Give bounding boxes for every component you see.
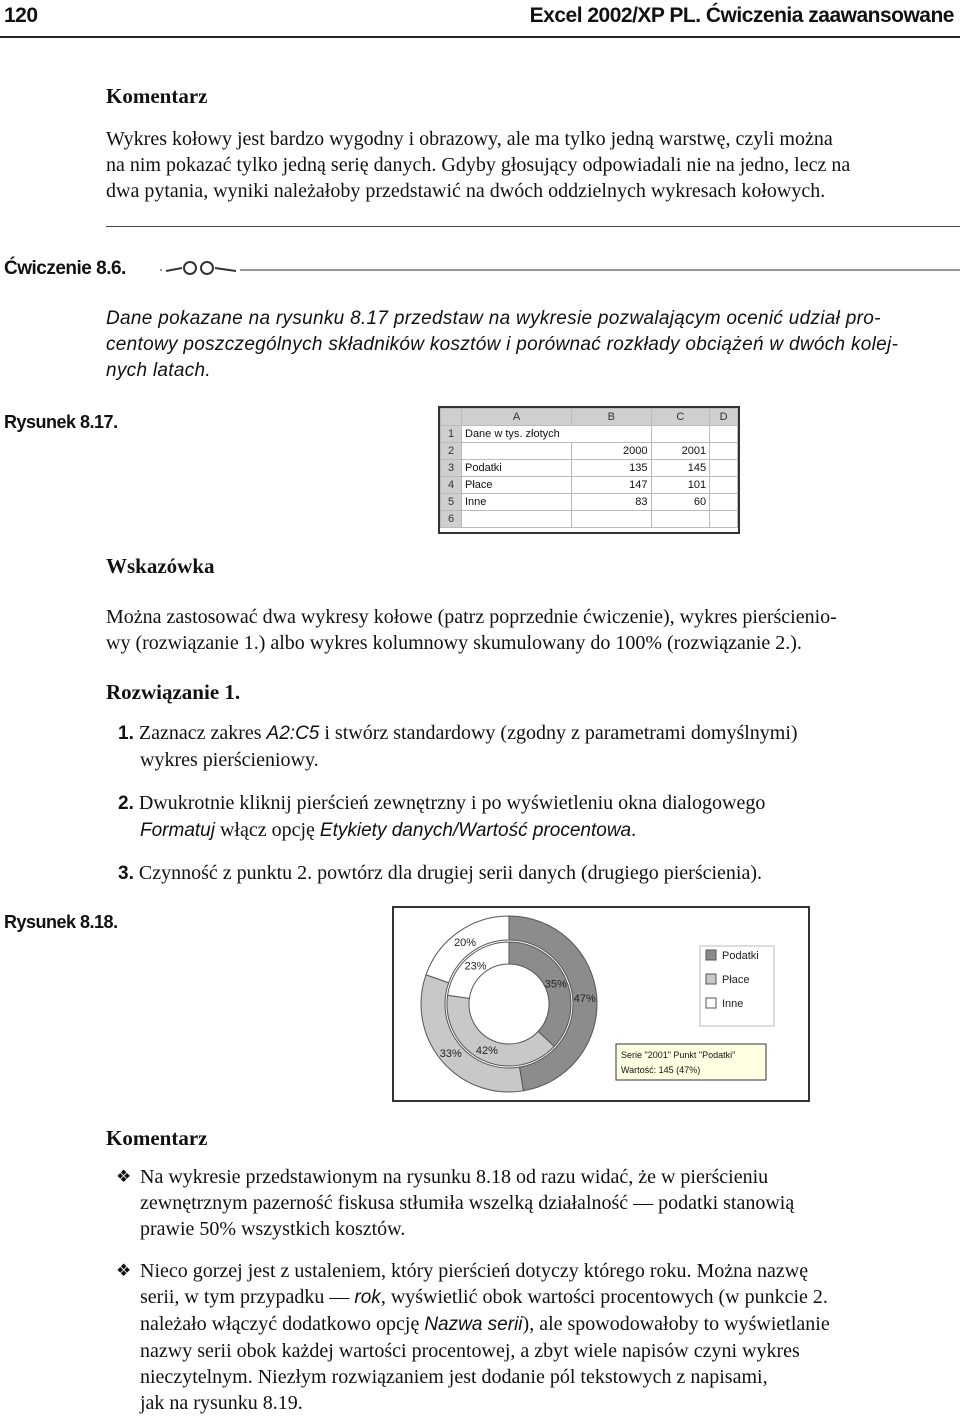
table-row xyxy=(441,511,738,528)
step-text xyxy=(118,817,954,844)
row-header: 5 xyxy=(441,494,462,511)
figure-label: Rysunek 8.18. xyxy=(4,912,118,932)
exercise-line: centowy poszczególnych składników kosztów i porównać rozkłady obciążeń w dwóch kolej- xyxy=(106,334,899,355)
cell xyxy=(651,511,710,528)
bullet-icon: ❖ xyxy=(116,1261,132,1280)
legend-label-0: Podatki xyxy=(722,950,759,962)
bullet-text: ), ale spowodowałoby to wyświetlanie xyxy=(522,1313,830,1335)
bullet-line: Nieco gorzej jest z ustaleniem, który pierścień dotyczy którego roku. Można nazwę xyxy=(140,1260,809,1282)
step-number: 3. xyxy=(118,863,134,884)
column-header: B xyxy=(572,409,651,426)
hint-text xyxy=(106,604,954,656)
option-name: Nazwa serii xyxy=(424,1314,523,1335)
row-header: 1 xyxy=(441,426,462,443)
solution-step xyxy=(118,860,954,887)
bullet-line: zewnętrznym pazerność fiskusa stłumiła wszelką działalność — podatki stanowią xyxy=(140,1192,795,1214)
header-rule xyxy=(0,36,960,38)
hint-heading: Wskazówka xyxy=(106,554,215,578)
cell: 145 xyxy=(651,460,710,477)
cell xyxy=(710,477,738,494)
cell xyxy=(710,460,738,477)
comment-heading: Komentarz xyxy=(106,1126,208,1150)
cell xyxy=(710,426,738,443)
exercise-line: nych latach. xyxy=(106,360,211,381)
cell: 2001 xyxy=(651,443,710,460)
column-header: D xyxy=(710,409,738,426)
comment-paragraph xyxy=(106,126,954,204)
table-row xyxy=(441,426,738,443)
bullet-line xyxy=(140,1284,954,1311)
solution-step xyxy=(118,720,954,773)
hint-line: wy (rozwiązanie 1.) albo wykres kolumnowy skumulowany do 100% (rozwiązanie 2.). xyxy=(106,632,802,654)
column-header: A xyxy=(462,409,572,426)
spreadsheet xyxy=(438,406,740,534)
cell: 2000 xyxy=(572,443,651,460)
exercise-text xyxy=(106,306,954,384)
cell: 83 xyxy=(572,494,651,511)
bullet-line: prawie 50% wszystkich kosztów. xyxy=(140,1218,406,1240)
solution-heading: Rozwiązanie 1. xyxy=(106,680,241,704)
option-name: Etykiety danych/Wartość procentowa xyxy=(319,820,632,841)
hint-line: Można zastosować dwa wykresy kołowe (patrz poprzednie ćwiczenie), wykres pierścienio- xyxy=(106,606,837,628)
section-rule xyxy=(106,226,960,227)
cell xyxy=(710,443,738,460)
cell xyxy=(572,511,651,528)
step-text: włącz opcję xyxy=(214,819,320,841)
table-row xyxy=(441,477,738,494)
doughnut-chart xyxy=(392,906,810,1102)
ornament-glyph xyxy=(162,262,240,275)
step-range: A2:C5 xyxy=(266,723,320,744)
data-label-outer-inne: 20% xyxy=(454,936,477,949)
tooltip-line: Wartość: 145 (47%) xyxy=(621,1065,701,1075)
doughnut-svg xyxy=(394,908,808,1100)
comment-bullet xyxy=(116,1258,954,1416)
step-text: Dwukrotnie kliknij pierścień zewnętrzny i po wyświetleniu okna dialogowego xyxy=(138,792,766,814)
table-row xyxy=(441,494,738,511)
exercise-line: Dane pokazane na rysunku 8.17 przedstaw na wykresie pozwalającym ocenić udział pro- xyxy=(106,308,881,329)
comment-heading: Komentarz xyxy=(106,84,208,108)
cell xyxy=(651,426,710,443)
legend-label-2: Inne xyxy=(722,998,744,1010)
cell xyxy=(710,511,738,528)
step-text: Czynność z punktu 2. powtórz dla drugiej serii danych (drugiego pierścienia). xyxy=(138,862,763,884)
row-header: 3 xyxy=(441,460,462,477)
row-header: 2 xyxy=(441,443,462,460)
step-text: Zaznacz zakres xyxy=(138,722,267,744)
cell xyxy=(462,443,572,460)
cell: Płace xyxy=(462,477,572,494)
comment-line: Wykres kołowy jest bardzo wygodny i obrazowy, ale ma tylko jedną warstwę, czyli można xyxy=(106,128,833,150)
cell: 147 xyxy=(572,477,651,494)
row-header: 6 xyxy=(441,511,462,528)
data-label-inner-podatki: 35% xyxy=(544,978,567,991)
step-number: 1. xyxy=(118,723,134,744)
corner-cell xyxy=(441,409,462,426)
bullet-text: , wyświetlić obok wartości procentowych (w punkcie 2. xyxy=(380,1286,828,1308)
cell: 101 xyxy=(651,477,710,494)
cell: Inne xyxy=(462,494,572,511)
page-number: 120 xyxy=(4,4,38,27)
tooltip-line: Serie "2001" Punkt "Podatki" xyxy=(621,1050,736,1060)
bullet-text: należało włączyć dodatkowo opcję xyxy=(140,1313,425,1335)
comment-line: dwa pytania, wyniki należałoby przedstawić na dwóch oddzielnych wykresach kołowych. xyxy=(106,180,826,202)
legend-swatch-2 xyxy=(706,998,716,1008)
step-text: i stwórz standardowy (zgodny z parametrami domyślnymi) xyxy=(319,722,798,744)
bullet-line: jak na rysunku 8.19. xyxy=(140,1392,303,1414)
data-label-outer-płace: 33% xyxy=(439,1047,462,1060)
cell: 135 xyxy=(572,460,651,477)
comment-line: na nim pokazać tylko jedną serię danych. Gdyby głosujący odpowiadali nie na jedno, lecz na xyxy=(106,154,851,176)
menu-name: Formatuj xyxy=(140,820,215,841)
exercise-label: Ćwiczenie 8.6. xyxy=(4,258,126,279)
cell xyxy=(710,494,738,511)
cell: Dane w tys. złotych xyxy=(462,426,652,443)
data-label-inner-płace: 42% xyxy=(475,1044,498,1057)
comment-bullet xyxy=(116,1164,954,1242)
bullet-line xyxy=(140,1311,954,1338)
data-label-inner-inne: 23% xyxy=(464,960,487,973)
solution-step xyxy=(118,790,954,844)
cell: 60 xyxy=(651,494,710,511)
bullet-line: nazwy serii obok każdej wartości procentowej, a zbyt wiele napisów czyni wykres xyxy=(140,1340,800,1362)
book-title: Excel 2002/XP PL. Ćwiczenia zaawansowane xyxy=(529,4,954,27)
bullet-line: nieczytelnym. Niezłym rozwiązaniem jest dodanie pól tekstowych z napisami, xyxy=(140,1366,768,1388)
legend-label-1: Płace xyxy=(722,974,750,986)
legend-swatch-0 xyxy=(706,950,716,960)
step-text: wykres pierścieniowy. xyxy=(140,749,319,771)
exercise-ornament xyxy=(160,258,960,278)
bullet-line: Na wykresie przedstawionym na rysunku 8.18 od razu widać, że w pierścieniu xyxy=(140,1166,769,1188)
cell xyxy=(462,511,572,528)
column-header: C xyxy=(651,409,710,426)
step-number: 2. xyxy=(118,793,134,814)
table-row xyxy=(441,460,738,477)
bullet-text: serii, w tym przypadku — xyxy=(140,1286,355,1308)
series-word: rok xyxy=(354,1287,381,1308)
step-text: . xyxy=(631,819,637,841)
data-label-outer-podatki: 47% xyxy=(573,992,596,1005)
legend-swatch-1 xyxy=(706,974,716,984)
bullet-icon: ❖ xyxy=(116,1167,132,1186)
cell: Podatki xyxy=(462,460,572,477)
figure-label: Rysunek 8.17. xyxy=(4,412,118,432)
table-row xyxy=(441,443,738,460)
row-header: 4 xyxy=(441,477,462,494)
